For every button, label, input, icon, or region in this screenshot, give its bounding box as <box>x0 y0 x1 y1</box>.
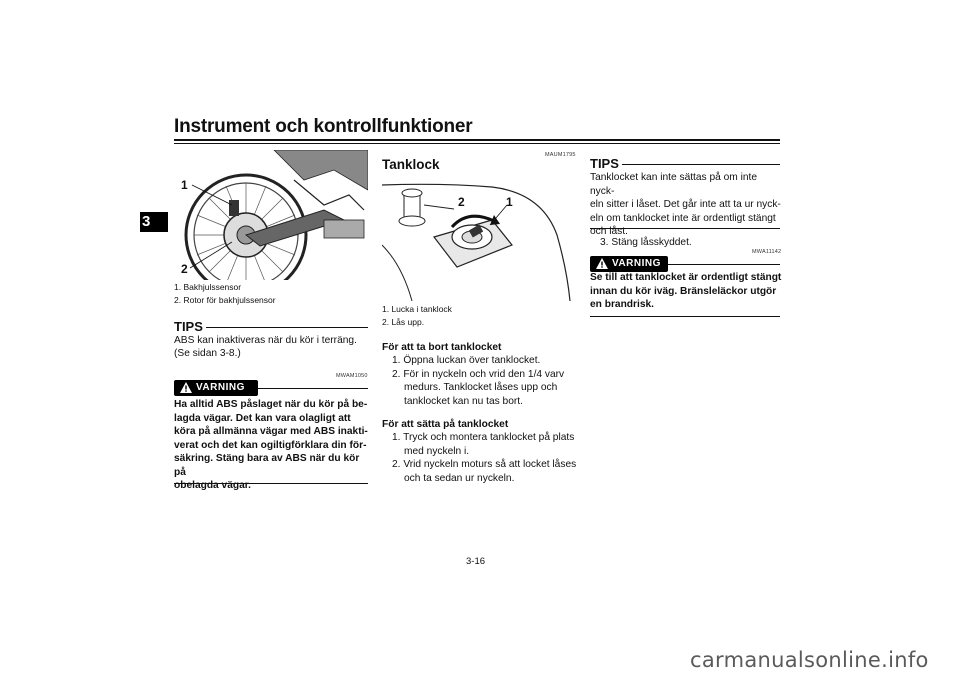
header-rule-thin <box>174 143 780 144</box>
warning-triangle-icon <box>596 258 608 269</box>
warning-line: köra på allmänna vägar med ABS inakti- <box>174 426 368 437</box>
install-step-1-cont: med nyckeln i. <box>404 445 470 457</box>
tips-rule <box>206 327 368 328</box>
tips-rule-bottom <box>590 228 780 229</box>
rear-wheel-sensor-figure <box>174 150 368 280</box>
callout-2: 2 <box>181 262 188 276</box>
callout-1: 1 <box>506 195 513 209</box>
warning-rule-bottom <box>590 316 780 317</box>
tips-text-line-1: ABS kan inaktiveras när du kör i terräng. <box>174 335 357 346</box>
tips-line: och låst. <box>590 226 628 237</box>
warning-line: Ha alltid ABS påslaget när du kör på be- <box>174 399 368 410</box>
tips-text-line-2: (Se sidan 3-8.) <box>174 348 241 359</box>
warning-code: MWAM1050 <box>336 373 368 379</box>
figure-caption-1: 1. Bakhjulssensor <box>174 282 242 292</box>
warning-line: obelagda vägar. <box>174 480 252 491</box>
tips-rule <box>622 164 780 165</box>
remove-step-2-cont: medurs. Tanklocket låses upp och <box>404 382 558 393</box>
remove-step-1: 1. Öppna luckan över tanklocket. <box>392 355 541 366</box>
install-step-2-cont: och ta sedan ur nyckeln. <box>404 472 515 484</box>
remove-step-2: 2. För in nyckeln och vrid den 1/4 varv <box>392 368 565 380</box>
tips-line: eln om tanklocket inte är ordentligt stängt <box>590 212 776 224</box>
warning-rule-bottom <box>174 483 368 484</box>
watermark: carmanualsonline.info <box>690 648 929 672</box>
section-code: MAUM1795 <box>545 152 576 158</box>
warning-rule-top <box>668 264 780 265</box>
page-number: 3-16 <box>466 556 486 567</box>
remove-steps <box>382 354 578 408</box>
tips-line: eln sitter i låset. Det går inte att ta ur nyck- <box>590 199 781 210</box>
rear-wheel-illustration <box>174 150 368 280</box>
remove-heading: För att ta bort tanklocket <box>382 342 502 353</box>
header-rule <box>174 139 780 141</box>
fuel-cap-illustration <box>382 175 576 301</box>
warning-line: lagda vägar. Det kan vara olagligt att <box>174 412 351 424</box>
right-warning-text <box>590 271 782 312</box>
tips-line: Tanklocket kan inte sättas på om inte nyck- <box>590 172 758 197</box>
step-3: 3. Stäng låsskyddet. <box>600 237 692 248</box>
install-step-2: 2. Vrid nyckeln moturs så att locket låses <box>392 459 577 470</box>
tips-label: TIPS <box>174 319 203 334</box>
install-step-1: 1. Tryck och montera tanklocket på plats <box>392 432 575 443</box>
warning-label: VARNING <box>196 382 245 393</box>
figure-caption-1: 1. Lucka i tanklock <box>382 304 452 314</box>
warning-line: Se till att tanklocket är ordentligt stängt <box>590 272 782 283</box>
section-title: Tanklock <box>382 157 440 172</box>
fuel-cap-figure <box>382 175 576 301</box>
chapter-tab: 3 <box>140 212 168 232</box>
callout-2: 2 <box>458 195 465 209</box>
callout-1: 1 <box>181 178 188 192</box>
warning-label: VARNING <box>612 258 661 269</box>
warning-line: en brandrisk. <box>590 299 654 310</box>
warning-rule-top <box>258 388 368 389</box>
page-header-title: Instrument och kontrollfunktioner <box>174 116 473 137</box>
remove-step-2-cont: tanklocket kan nu tas bort. <box>404 395 523 407</box>
warning-triangle-icon <box>180 382 192 393</box>
warning-banner <box>590 256 668 272</box>
install-heading: För att sätta på tanklocket <box>382 419 509 430</box>
warning-line: säkring. Stäng bara av ABS när du kör på <box>174 453 360 478</box>
warning-code: MWA11142 <box>752 249 782 255</box>
figure-caption-2: 2. Rotor för bakhjulssensor <box>174 295 276 305</box>
warning-line: verat och det kan ogiltigförklara din för- <box>174 439 367 451</box>
warning-line: innan du kör iväg. Bränsleläckor utgör <box>590 285 777 297</box>
figure-caption-2: 2. Lås upp. <box>382 317 425 327</box>
warning-text <box>174 398 370 493</box>
install-steps <box>382 431 578 485</box>
warning-banner <box>174 380 258 396</box>
tips-label: TIPS <box>590 156 619 171</box>
